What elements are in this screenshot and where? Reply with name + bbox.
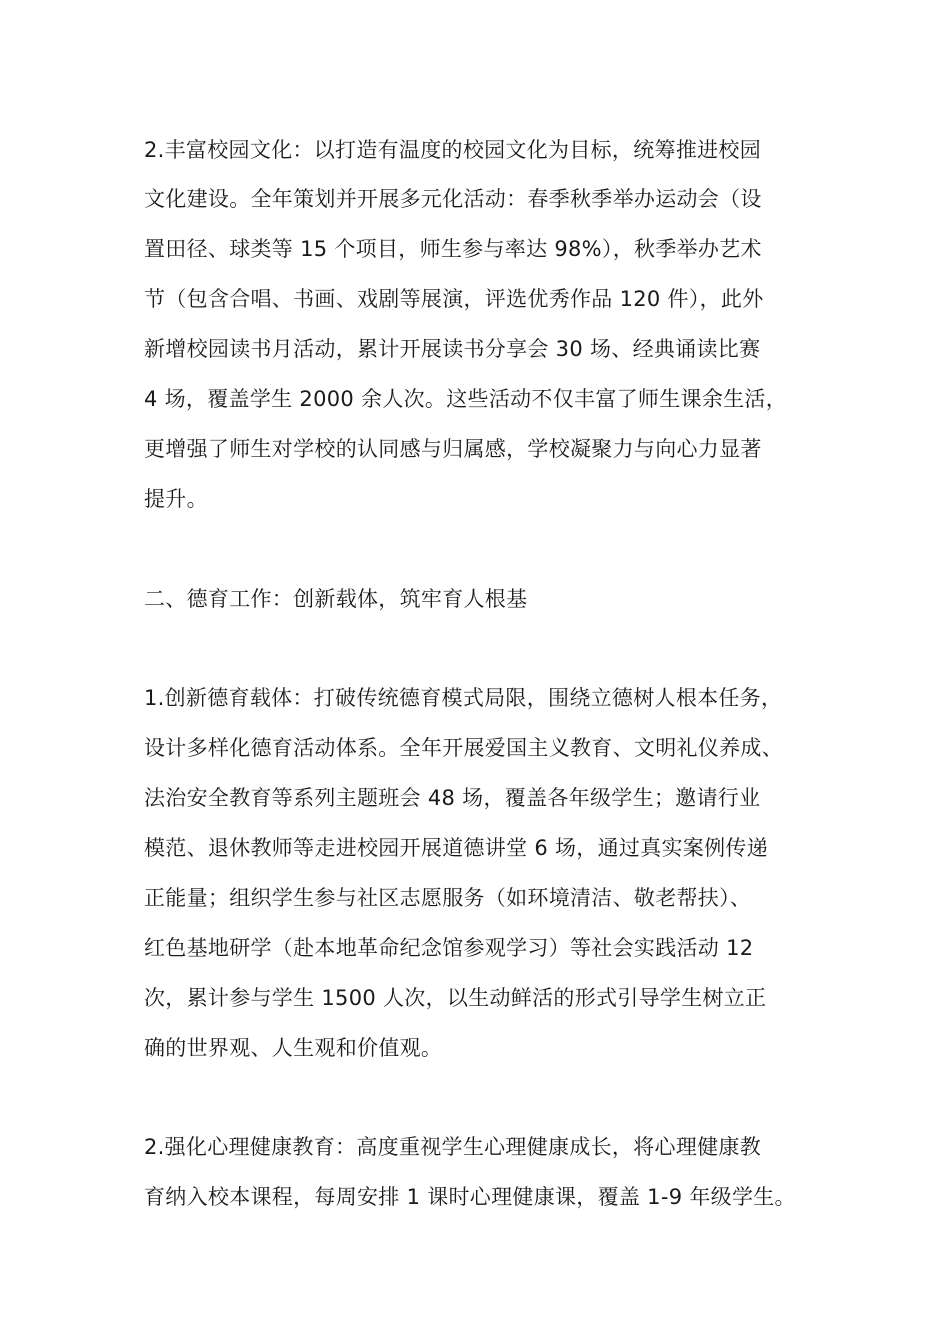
text-line: 确的世界观、人生观和价值观。 [144,1036,443,1060]
text-line: 新增校园读书月活动，累计开展读书分享会 30 场、经典诵读比赛 [144,337,761,361]
text-line: 更增强了师生对学校的认同感与归属感，学校凝聚力与向心力显著 [144,437,762,461]
text-line: 设计多样化德育活动体系。全年开展爱国主义教育、文明礼仪养成、 [144,736,783,760]
text-line: 次，累计参与学生 1500 人次，以生动鲜活的形式引导学生树立正 [144,986,767,1010]
text-line: 文化建设。全年策划并开展多元化活动：春季秋季举办运动会（设 [144,187,762,211]
text-line: 4 场，覆盖学生 2000 余人次。这些活动不仅丰富了师生课余生活， [144,387,788,411]
text-line: 节（包含合唱、书画、戏剧等展演，评选优秀作品 120 件），此外 [144,287,764,311]
text-line: 1.创新德育载体：打破传统德育模式局限，围绕立德树人根本任务， [144,686,783,710]
text-line: 提升。 [144,487,208,511]
text-line: 2.强化心理健康教育：高度重视学生心理健康成长，将心理健康教 [144,1135,762,1159]
section-heading: 二、德育工作：创新载体，筑牢育人根基 [144,587,528,611]
text-line: 置田径、球类等 15 个项目，师生参与率达 98%），秋季举办艺术 [144,237,762,261]
text-line: 正能量；组织学生参与社区志愿服务（如环境清洁、敬老帮扶）、 [144,886,752,910]
text-line: 育纳入校本课程，每周安排 1 课时心理健康课，覆盖 1-9 年级学生。 [144,1185,796,1209]
text-line: 2.丰富校园文化：以打造有温度的校园文化为目标，统筹推进校园 [144,138,762,162]
text-line: 模范、退休教师等走进校园开展道德讲堂 6 场，通过真实案例传递 [144,836,769,860]
text-line: 法治安全教育等系列主题班会 48 场，覆盖各年级学生；邀请行业 [144,786,761,810]
text-line: 红色基地研学（赴本地革命纪念馆参观学习）等社会实践活动 12 [144,936,754,960]
